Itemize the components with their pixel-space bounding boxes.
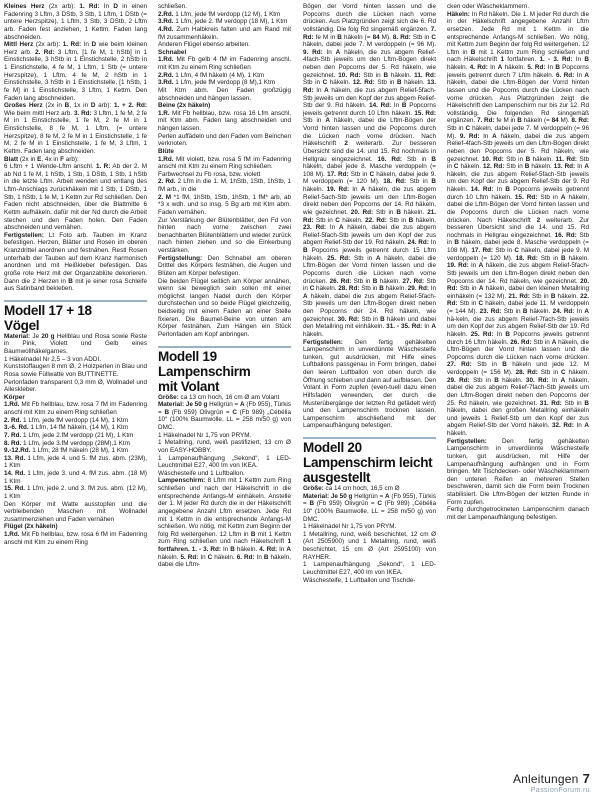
instruction-paragraph: Großes Herz (2x in B, 1x in D arb): 1. + 2. Rd: Wie beim mittl Herz arb. 3. Rd: 3 Lftm, 1 fe M, 2 fe M in 1 Einstichstelle, 1 fe M, 2 fe M in 1 Einstichstelle, 8 fe M, 1 Lftm, (= untere Herzspitze), 8 fe M, 2 fe M in 1 Einstichstelle, 1 fe M, 2 fe M in 1 Einstichstelle, 1 fe M, 3 Lftm, 1 Kettm. Faden lang abschneiden. [4,102,147,155]
instruction-paragraph: Zur Verstärkung der Blütenblätter, den Fd von hinten nach vorne zwischen zwei benachbarten Blütenblättern und wieder zurück nach hinten ziehen und so die Einkerbung verstärken. [158,216,291,254]
instruction-paragraph: Mit Ktm abm. Den Faden großzügig abschneiden und hängen lassen. [158,86,291,102]
section-heading [158,346,291,394]
instruction-paragraph: Schnabel [158,48,187,56]
instruction-paragraph: Anderen Flügel ebenso arbeiten. [158,41,251,49]
instruction-paragraph: Größe: ca 14 cm hoch, 16,5 cm Ø [303,485,400,492]
instruction-paragraph: Fertigstellen: Den fertig gehäkelten Lampenschirm in unverdünnte Wäschesteife tunken, gut ausdrücken, mit Hilfe der Lampenaufhängung aufhängen und in Form bringen. Mit Tischdecken- oder Wäscheklammern den unteren Reifen an mehreren Stellen beschweren, damit sich die Form beim Trocknen stabilisiert. Die Lftm-Bögen der letzten Runde in Form zupfen. [447,437,589,506]
instruction-paragraph: Häkeln: In Rd häkeln. Die 1. M jeder Rd durch die in der Häkelschrift angegebene Anzahl Lftm ersetzen. Jede Rd mit 1 Kettm in die entsprechende Anfangs-M schließen. Wo nötig, mit Kettm zum Beginn der folg Rd weitergehen. 12 Lftm in B mit 1 Kettm zum Ring schließen und nach Häkelschrift 1 fortfahren. 1. - 3. Rd: In B häkeln. 4. Rd: In A häkeln. 5. Rd: In B Popcorns jeweils getrennt durch 7 Lftm häkeln. 6. Rd: In A häkeln, dabei die Lftm-Bögen der Vorrd hinten lassen und die Popcorns durch die Lücken nach vorne drücken. Aus Platzgründen zeigt die Häkelschrift den Lampenschirm nur bis zur 12. Rd vollständig. Die folgenden Rd sinngemäß ergänzen. 7. Rd: fe M in B häkeln (= 84 M). 8. Rd: Stb in C häkeln, dabei jede 7. M verdoppeln (= 96 M). 9. Rd: In A häkeln, dabei die zus abgem Relief-4fach-Stb jeweils um den Lftm-Bogen direkt neben den Popcorns der 5. Rd häkeln, wie gezeichnet. 10. Rd: Stb in B häkeln. 11. Rd: Stb in C häkeln. 12. Rd: Stb in B häkeln. 13. Rd: In A häkeln, die zus abgem Relief-5fach-Stb jeweils um den Kopf der zus abgem Relief-Stb der 9. Rd häkeln. 14. Rd: In B Popcorns jeweils getrennt durch 10 Lftm häkeln. 15. Rd: Stb in A häkeln, dabei die Lftm-Bögen der Vorrd hinten lassen und die Popcorns durch die Lücken nach vorne drücken. Nach Häkelschrift 2 weiterarb. Zur besseren Übersicht sind die 14. und 15. Rd nochmals in Hellgrau eingezeichnet. 16. Rd: Stb in B häkeln, dabei jede 8. Masche verdoppeln (= 108 M). 17. Rd: Stb in C häkeln, dabei jede 9. M verdoppeln (= 120 M). 18. Rd: Stb in B häkeln. 19. Rd: In A häkeln, die zus abgem Relief-5fach-Stb jeweils um den Lftm-Bogen direkt neben den Popcorns der 14. Rd häkeln, wie gezeichnet. 20. Rd: Stb in A häkeln, dabei den kleinen Metallring einhäkeln (= 132 M). 21. Rd: Stb in B häkeln. 22. Rd: Stb in C häkeln, dabei jede 11. M verdoppeln (= 144 M). 23. Rd: Stb in B häkeln. 24. Rd: In A hä-keln, die zus abgem Relief-7fach-Stb jeweils um den Kopf der zus abgem Relief-Stb der 19. Rd häkeln. 25. Rd: In B Popcorns jeweils getrennt durch 16 Lftm häkeln. 26. Rd: Stb in A häkeln, die Lftm-Bögen der Vorrd hinten lassen und die Popcorns durch die Lücken nach vorne drücken. 27. Rd: Stb in B häkeln und jede 12. M verdoppeln (= 156 M). 28. Rd: Stb in C häkeln. 29. Rd: Stb in B häkeln. 30. Rd: In A häkeln, dabei die zus abgem Relief-7fach-Stb jeweils um den Lftm-Bogen direkt neben den Popcorns der 25. Rd häkeln, wie gezeichnet. 31. Rd: Stb in B häkeln, dabei den großen Metallring einhäkeln und jeweils 1 Relief-Stb um den Kopf der zus abgem Relief-Stb der Vorrd häkeln. 32. Rd: In A häkeln. [447,10,589,437]
instruction-paragraph: Material: Je 50 g Hellgrün = A (Fb 955), Türkis = B (Fb 959) Olivgrün = C (Fb 989) „Cébélia 10“ (100% Baumwolle, LL = 258 m/50 g) von DMC. [303,492,436,523]
instruction-paragraph: 1 Häkelnadel Nr 1,75 von PRYM. [158,431,252,439]
instruction-paragraph: Lampenschirm: 8 Lftm mit 1 Kettm zum Ring schließen und nach der Häkelschrift in die entsprechende Anfangs-M einhäkeln. Anstelle der 1. M jeder Rd durch die in der Häkelschrift angegebene Anzahl Lftm ersetzen. Jede Rd mit 1 Kettm in die entsprechende Anfangs-M schließen. Wo nötig, mit Kettm zum Beginn der folg Rd weitergehen. 12 Lftm in B mit 1 Kettm zum Ring schließen und nach Häkelschrift 1 fortfahren. 1. - 3. Rd: In B häkeln. 4. Rd: In A häkeln. 5. Rd: In C häkeln. 6. Rd: In B häkeln, dabei die Lftm- [158,477,291,569]
instruction-paragraph: 15. Rd. 1 Lfm, jede 2. und 3. fM zus. abm. (12 M), 1 Ktm [4,485,147,500]
instruction-paragraph: 7. Rd. 1 Lfm, jede 2.fM verdopp (21 M), 1 Ktm [4,431,134,439]
instruction-paragraph: 9.-12.Rd. 1 Lfm, 28 fM häkeln (28 M), 1 Ktm [4,447,129,455]
section-heading [4,300,147,333]
instruction-paragraph: 1.Rd. Mit Fb gelb 4 fM im Fadenring anschl. mit Ktm zu einem Ring schließen [158,56,291,71]
instruction-paragraph: Blatt (2x in E, 4x in F arb): [4,155,79,163]
heading-line: ausgestellt [303,470,371,485]
page-label [513,771,590,786]
section-heading [303,437,436,485]
instruction-paragraph: Flügel (2x häkeln) [4,523,58,531]
instruction-paragraph: Perlen auffädeln und den Faden vom Beinchen verknoten. [158,132,291,148]
section-label: Anleitungen [512,772,579,786]
instruction-paragraph: 1.Rd. Mit Fb hellblau, bzw. rosa 6 fM im Fadenring anschl mit Ktm zu einem Ring [4,531,147,546]
instruction-paragraph: 2. Rd. 2 Lfm in die 1. M, 1hStb, 1Stb, 1hStb, 1 fM arb., in die [158,178,291,193]
heading-line: Vögel [4,317,40,333]
instruction-paragraph: Bögen der Vorrd hinten lassen und die Popcorns durch die Lücken nach vorne drücken. Aus Platzgründen zeigt sich die 6. Rd vollständig. Die folg Rd singemäß ergänzen. 7. Rd: fe M in B häkeln (= 84 M). 8. Rd: Stb in C häkeln, dabei jede 7. M verdoppeln (= 96 M). 9. Rd: In A häkeln, die zus abgem Relief-4fach-Stb jeweils um den Lftm-Bogen direkt neben den Popcorns der 5. Rd häkeln, wie gezeichnet. 10. Rd: Stb in B häkeln. 11. Rd: Stb in C häkeln. 12. Rd: Stb in B häkeln. 13. Rd: In A häkeln, die zus abgem Relief-5fach-Stb jeweils um den Kopf der zus abgem Relief-Stb der 9. Rd häkeln. 14. Rd: In B Popcorns jeweils getrennt durch 10 Lftm häkeln. 15. Rd: Stb in A häkeln, dabei die Lftm-Bögen der Vorrd hinten lassen und die Popcorns durch die Lücken nach vorne drücken. Nach Häkelschrift 2 weiterarb. Zur besseren Übersicht sind die 14. und 15. Rd nochmals in Hellgrau eingezeichnet. 16. Rd: Stb in B häkeln, dabei jede 8. Masche verdoppeln (= 108 M). 17. Rd: Stb in C häkeln, dabei jede 9. M verdoppeln (= 120 M). 18. Rd: Stb in B häkeln. 19. Rd: In A häkeln, die zus abgem Relief-5ach-Stb jeweils um den Lftm-Bogen direkt neben den Popcorns der 14. Rd häkeln, wie gezeichnet. 20. Rd: Stb in B häkeln. 21. Rd: Stb in C häkeln. 22. Rd: Stb in B häkeln. 23. Rd: In A häkeln, dabei die zus abgem Relief-5fach-Stb jeweils um den Kopf der zus abgem Relief-Stb der 19. Rd häkeln. 24. Rd: In B Popcorns jeweils getrennt durch 15 Lftm häkeln. 25. Rd: Stb in A häkeln, dabei die Lftm-Bögen der Vorrd hinten lassen und die Popcorns durch die Lücken nach vorne drücken. 26. Rd: Stb in B häkeln. 27. Rd: Stb in C häkeln. 28. Rd: Stb in B häkeln. 29. Rd: In A häkeln, dabei die zus abgem Relief-5fach-Stb jeweils um den Lftm-Bogen direkt neben den Popcorns der 24. Rd häkeln, wie gezeichnet. 30. Rd: Stb in B häkeln und dabei den Metallring mit einhäkeln. 31. - 35. Rd: In A häkeln. [303,3,436,338]
instruction-paragraph: 1.Rd. Mit violett, bzw. rosa 5 fM im Fadenring anschl mit Ktm zu einem Ring schließen. [158,155,291,171]
column-3 [303,3,436,773]
instruction-paragraph: cken oder Wäscheklammern. [447,3,530,10]
watermark: PassionForum.ru [530,787,590,794]
instruction-paragraph: 2. M *1 fM, 1hStb, 1Stb, 1hStb, 1 fM* arb, ab *3 x wdh. und so insg. 5 Bg arb mit Ktm abm. Faden vernähen. [158,193,291,216]
instruction-paragraph: Kunststoffaugen 8 mm Ø, 2 Holzperlen in Blau und Rosa sowie Füllwatte von BUTTINETTE. [4,363,147,378]
instruction-paragraph: Beine (2x häkeln) [158,102,211,110]
instruction-paragraph: 3.Rd. 1 Lfm, jede 2. fM verdopp (18 M), 1 Ktm [158,18,288,26]
heading-line: Modell 19 [158,348,217,364]
heading-line: Modell 17 + 18 [4,302,92,318]
page-footer [513,771,590,794]
instruction-paragraph: 2. Rd. 1 Lfm, jede fM verdopp (14 M), 1 Ktm [4,416,129,424]
instruction-paragraph: Wäschesteife, 1 Luftballon und Tischde- [303,576,416,584]
instruction-paragraph: Körper [4,393,25,401]
instruction-paragraph: Fertigstellen: Den fertig gehäkelten Lampenschirm in unverdünnte Wäschesteife tunken, gut ausdrücken, mit Hilfe eines Luftballons passgenau in Form bringen, dabei den leeren Luftballon von oben durch die Öffnung schieben und dann auf aufblasen. Den Volant in Form zupfen (even-tuell dazu einen Hilfsfaden verwenden, der durch die Musterübergänge der letzten Rd gefädelt wird) und den Lampenschirm trocknen lassen. Lampenschirm abschließend mit der Lampenaufhängung befestigen. [303,338,436,430]
instruction-paragraph: 1 Häkelnadel Nr 2,5 – 3 von ADDI. [4,355,101,363]
instruction-paragraph: 1 Häkelnadel Nr 1,75 von PRYM. [303,523,397,531]
instruction-paragraph: Fertigstellen: Lt Foto arb. Tauben im Kranz befestigen. Herzen, Blätter und Rosen im oberen Kranzdrittel anordnen und festnähen. Restl Rosen unterhalb der Tauben auf dem Kranz harmonisch anordnen und mit Heißkleber befestigen. Das große rote Herz mit der Organzablüte dekorieren. Dann die 2 Herzen in B mit je einer rosa Schleife aus Satinband bekleben. [4,231,147,293]
instruction-paragraph: Material: Je 50 g Hellgrün = A (Fb 955), Türkis = B (Fb 959) Olivgrün = C (Fb 989) „Cébélia 10“ (100% Baumwolle, LL = 258 m/50 g) von DMC. [158,401,291,431]
instruction-paragraph: 1.Rd. Mit Fb hellblau, bzw. rosa 7 fM im Fadenring anschl mit Ktm zu einem Ring schließen [4,401,147,416]
instruction-paragraph: 3.Rd. 1 Lfm, jede fM verdopp (8 M),1 Ktm [158,79,276,87]
instruction-paragraph: Mittl Herz (2x arb): 1. Rd: In D wie beim kleinen Herz arb. 2. Rd: 3 Lftm, [1 fe M, 1 hStb] in 1 Einstichstelle, 3 hStb in 1 Einstichstelle, 2 hStb in 1 Einstichstelle, 4 fe M, 1 Lftm, 1 Stb (= untere Herzspitze), 1 Lftm, 4 fe M, 2 hStb in 1 Einstichstelle, 3 hStb in 1 Einstichstelle, [1 hStb, 1 fe M] in 1 Einstichstelle, 3 Lftm, 1 Kettm. Den Faden lang abschneiden. [4,41,147,102]
instruction-paragraph: Den Körper mit Watte ausstopfen und die verbleibenden Maschen mit Wollnadel zusammenziehen und Faden vernähen [4,500,147,523]
instruction-paragraph: Fertigstellung: Den Schnabel am oberen Drittel des Körpers festnähen, die Augen und Blüten am Körper befestigen. [158,254,291,277]
instruction-paragraph: 1 Lampenaufhängung „Sekond“, 1 LED-Leuchtmittel E27, 400 lm von IKEA. [158,454,291,470]
instruction-paragraph: Wäschesteife und 1 Luftballon. [158,469,245,477]
instruction-paragraph: 4.Rd. Zum Halbkreis falten und am Rand mit fM zusammenhäkeln. [158,25,291,41]
instruction-paragraph: Fertig durchgetrockneten Lampenschirm danach mit der Lampenaufhängung befestigen. [447,506,589,521]
column-4 [447,3,589,773]
instruction-paragraph: 14. Rd. 1 Lfm, jede 3. und 4. fM zus. abm. (18 M) 1 Ktm [4,470,147,485]
heading-line: mit Volant [158,378,220,394]
page-number: 7 [582,771,590,786]
heading-line: Modell 20 [303,440,362,455]
instruction-paragraph: Blüte [158,147,174,155]
column-1 [4,3,147,773]
instruction-paragraph: 1 Metallring, rund, weiß beschichtet, 12 cm Ø (Art 2505900) und 1 Metallring, rund, weiß beschichtet, 15 cm Ø (Art 2595100) von RAYHER. [303,530,436,561]
instruction-paragraph: Material: Je 20 g Hellblau und Rosa sowie Reste in Pink, Violett und Gelb eines Baumwollhäkelgarnes. [4,332,147,355]
heading-line: Lampenschirm leicht [303,455,433,470]
instruction-paragraph: 8. Rd. 1 Lfm, jede 3.fM verdopp (28M),1 Ktm [4,439,130,447]
instruction-paragraph: 1 Metallring, rund, weiß pastifiziert, 13 cm Ø von EASY-HOBBY. [158,439,291,454]
instruction-paragraph: Farbwechsel zu Fb rosa, bzw. violett [158,170,261,178]
instruction-paragraph: 2.Rd. 1 Lfm, jede fM verdopp (12 M), 1 Ktm [158,10,281,18]
instruction-paragraph: 13. Rd. 1 Lfm, jede 4. und 5. fM zus. abm. (23M), 1 Ktm [4,454,147,470]
instruction-paragraph: 2.Rd. 1 Lfm, 4 fM häkeln (4 M), 1 Ktm [158,71,265,79]
instruction-paragraph: Größe: ca 13 cm hoch, 16 cm Ø am Volant [158,393,280,401]
instruction-paragraph: 3.-6. Rd. 1 Lfm, 14 fM häkeln, (14 M), 1 Ktm [4,424,129,432]
column-2 [158,3,291,773]
instruction-paragraph: Die beiden Flügel seitlich am Körper annähen, wenn sie beweglich sein sollen mit einer möglichst langen Nadel durch den Körper durchstechen und so beide Flügel gleichzeitig, beidseitig mit einem Faden an einer Stelle fixieren. Die Baumel-Beine von unten am Körper festnähen. Zum Hängen ein Stück Perlonfaden am Kopf anbringen. [158,277,291,338]
instruction-paragraph: Perlonfaden transparent 0,3 mm Ø, Wollnadel und Alleskleber. [4,378,147,394]
instruction-paragraph: schließen. [158,3,187,10]
instruction-paragraph: 6 Lftm + 1 Wende-Lftm anschl. 1. R: Ab der 2. M ab Nd 1 fe M, 1 hStb, 1 Stb, 1 DStb, 1 Stb, 1 hStb in die letzte Lftm. Arbeit wenden und entlang des Lftm-Anschlags zurückhäkeln mit 1 Stb, 1 DStb, 1 Stb, 1 hStb, 1 fe M, 1 Kettm zur Rd schließen. Den Faden nicht abschneiden, über die Blattmitte 6 Kettm aufhäkeln, dafür mit der Nd durch die Arbeit stechen und den Faden holen. Den Faden abschneiden und vernähen. [4,163,147,232]
instruction-paragraph: Kleines Herz (2x arb): 1. Rd: In D in einen Fadenring 3 Lftm, 3 DStb, 3 Stb, 1 Lftm, 1 DStb (= untere Herzspitze), 1 Lftm, 3 Stb, 3 DStb, 2 Lftm arb. Faden fest anziehen, 1 Kettm. Faden lang abschneiden. [4,3,147,41]
heading-line: Lampenschirm [158,363,251,379]
instruction-paragraph: 1.R. Mit Fb hellblau, bzw. rosa 16 Lfm anschl, mit Ktm abm. Faden lang abschneiden und hängen lassen. [158,109,291,132]
instruction-paragraph: 1 Lampenaufhängung „Sekond“, 1 LED-Leuchtmittel E27, 400 lm von IKEA. [303,561,436,576]
